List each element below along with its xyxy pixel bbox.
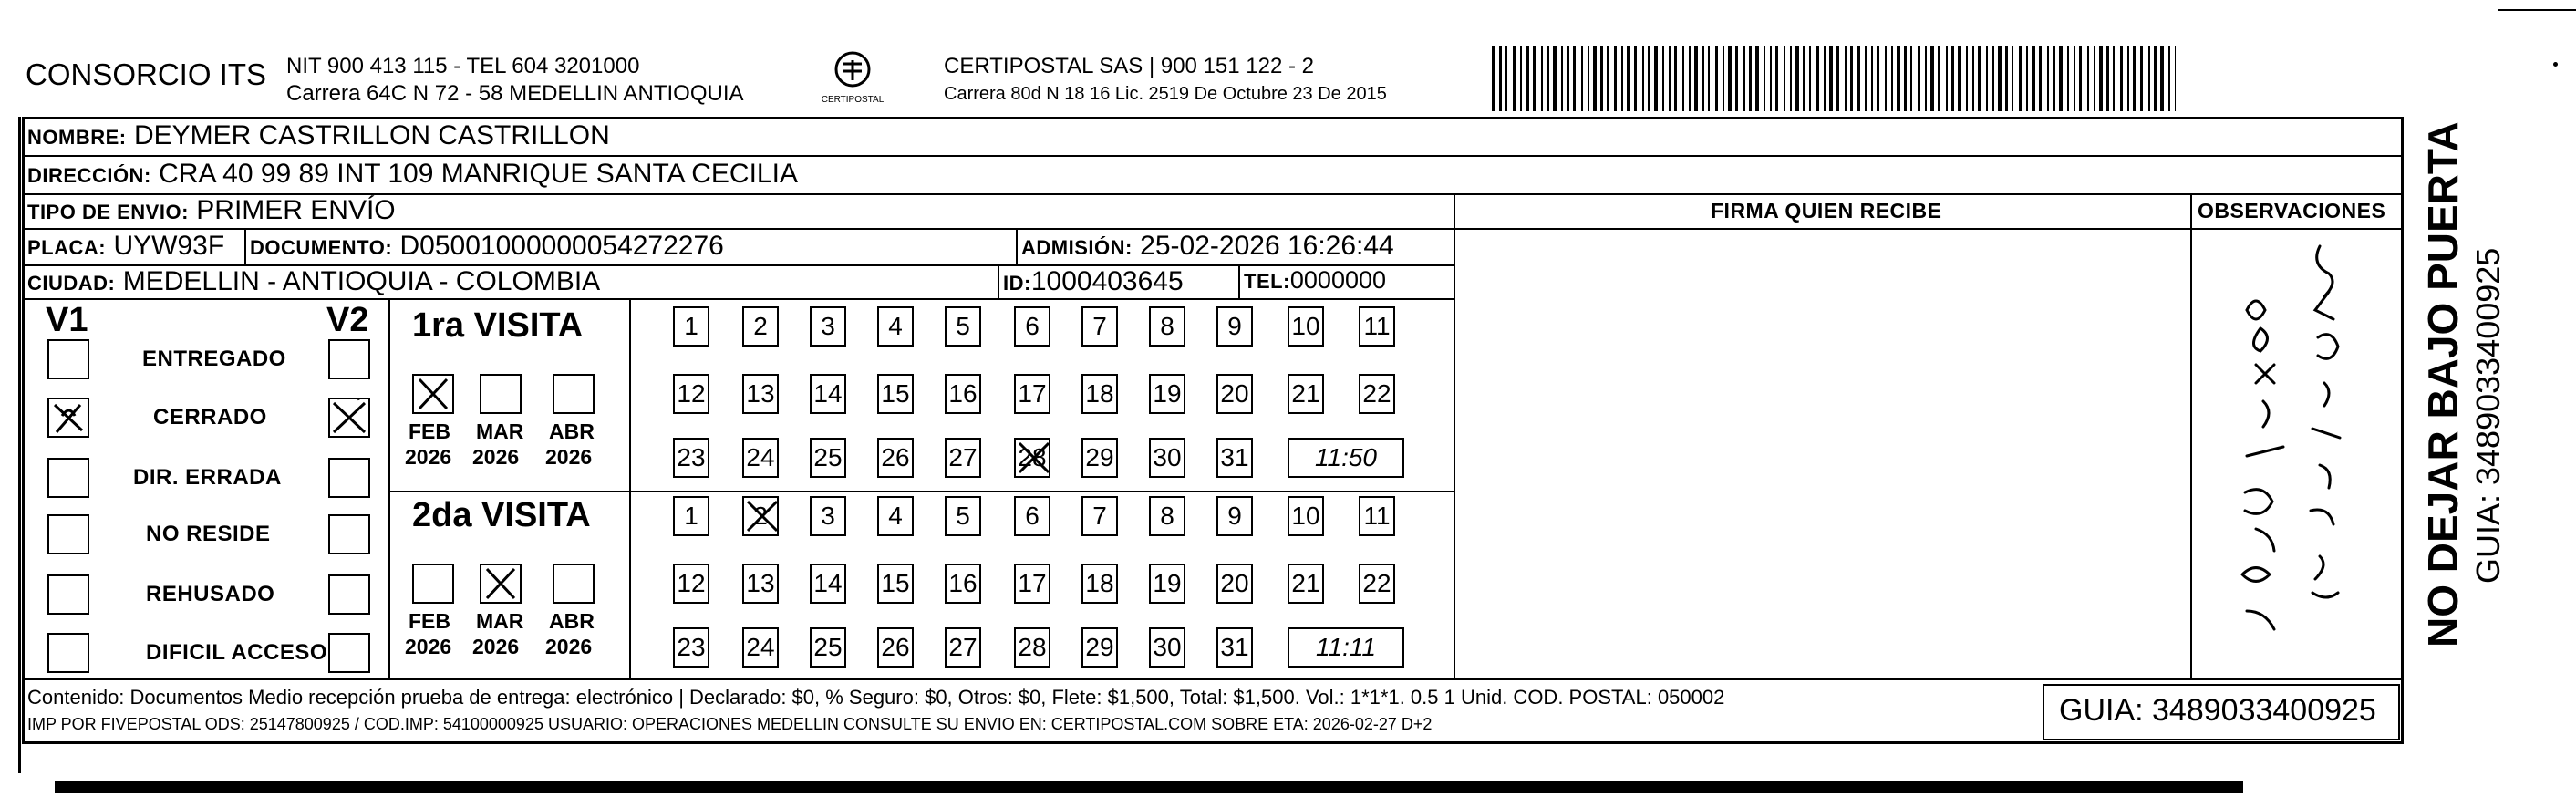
month-checkbox[interactable] [480,374,522,414]
nombre-row [27,120,610,151]
day-number: 20 [1220,569,1249,597]
placa-row [27,231,224,262]
day-checkbox[interactable] [877,564,914,604]
day-checkbox[interactable] [1288,564,1324,604]
day-checkbox[interactable] [1216,306,1253,347]
day-checkbox[interactable] [673,564,709,604]
day-number: 8 [1160,502,1174,530]
ciudad-row [27,266,600,297]
footer-imp: IMP POR FIVEPOSTAL ODS: 25147800925 / COD.IMP: 54100000925 USUARIO: OPERACIONES MEDELLIN CONSULTE SU ENVIO EN: CERTIPOSTAL.COM SOBRE ETA: 2026-02-27 D+2 [27,715,1433,733]
day-checkbox[interactable] [1149,496,1185,536]
day-number: 19 [1153,569,1182,597]
day-checkbox[interactable] [1216,564,1253,604]
nombre-value: DEYMER CASTRILLON CASTRILLON [133,120,610,150]
documento-row [250,231,724,262]
day-checkbox[interactable] [1081,496,1118,536]
placa-value: UYW93F [113,231,225,261]
day-number: 27 [948,443,978,471]
day-number: 27 [948,633,978,661]
day-number: 2 [753,502,768,530]
tel-row [1244,266,1386,295]
cell-divider [1016,230,1018,264]
col-line [2190,193,2192,678]
frame-left [18,117,21,773]
side-guia: GUIA: 3489033400925 [2469,247,2507,584]
tipo-value: PRIMER ENVÍO [196,195,396,225]
day-checkbox[interactable] [945,564,981,604]
day-number: 7 [1092,312,1107,340]
day-number: 29 [1085,443,1114,471]
carrier-address: Carrera 80d N 18 16 Lic. 2519 De Octubre 23 De 2015 [944,84,1387,104]
time-written: 11:11 [1316,633,1376,661]
day-number: 26 [881,633,910,661]
tel-value: 0000000 [1289,266,1387,294]
day-checkbox[interactable] [1014,374,1050,414]
admision-label: ADMISIÓN: [1021,236,1133,259]
day-checkbox[interactable] [1216,627,1253,668]
year-label: 2026 [405,635,452,658]
day-number: 21 [1291,379,1320,408]
year-label: 2026 [545,445,593,469]
status-label: DIFICIL ACCESO [146,640,328,665]
day-checkbox[interactable] [945,496,981,536]
day-checkbox[interactable] [1288,374,1324,414]
v1-checkbox[interactable] [47,514,89,554]
v2-checkbox[interactable] [328,633,370,673]
day-checkbox[interactable] [1149,627,1185,668]
day-checkbox[interactable] [877,627,914,668]
month-checkbox[interactable] [412,564,454,604]
x-mark-icon [481,565,520,602]
v1-checkbox[interactable] [47,398,89,438]
day-checkbox[interactable] [945,306,981,347]
ciudad-value: MEDELLIN - ANTIOQUIA - COLOMBIA [122,266,601,296]
day-checkbox[interactable] [673,496,709,536]
footer-content: Contenido: Documentos Medio recepción prueba de entrega: electrónico | Declarado: $0, % Seguro: $0, Otros: $0, Flete: $1,500, Total: $1,500. Vol.: 1*1*1. 0.5 1 Unid. COD. POSTAL: 050002 [27,686,1725,709]
day-number: 8 [1160,312,1174,340]
month-label: FEB [409,609,450,633]
id-label: ID: [1003,272,1031,295]
month-checkbox[interactable] [480,564,522,604]
status-label: REHUSADO [146,582,275,606]
v2-header: V2 [326,301,369,339]
day-checkbox[interactable] [1149,438,1185,478]
day-checkbox[interactable] [1359,496,1395,536]
day-checkbox[interactable] [1288,496,1324,536]
certipostal-logo [812,47,894,111]
day-checkbox[interactable] [1149,374,1185,414]
day-number: 31 [1220,443,1249,471]
day-number: 24 [746,633,775,661]
time-box[interactable] [1288,438,1404,478]
day-number: 25 [813,443,843,471]
day-number: 7 [1092,502,1107,530]
day-checkbox[interactable] [1149,564,1185,604]
frame-bottom-shadow [55,781,2243,793]
day-checkbox[interactable] [945,627,981,668]
row-line [22,298,1454,300]
day-checkbox[interactable] [673,374,709,414]
day-checkbox[interactable] [1359,306,1395,347]
day-checkbox[interactable] [742,374,779,414]
v1-checkbox[interactable] [47,574,89,615]
day-number: 23 [677,443,706,471]
month-checkbox[interactable] [553,374,595,414]
time-box[interactable] [1288,627,1404,668]
day-checkbox[interactable] [742,306,779,347]
day-number: 23 [677,633,706,661]
day-number: 25 [813,633,843,661]
carrier-info [944,53,1387,108]
side-warning: NO DEJAR BAJO PUERTA [2419,121,2467,647]
direccion-label: DIRECCIÓN: [27,164,151,187]
day-number: 22 [1362,569,1391,597]
day-checkbox[interactable] [877,438,914,478]
day-number: 20 [1220,379,1249,408]
year-label: 2026 [545,635,593,658]
v2-checkbox[interactable] [328,398,370,438]
day-number: 1 [684,502,698,530]
cell-divider [244,230,246,264]
corner-mark [2498,9,2576,11]
day-number: 4 [888,502,903,530]
day-number: 16 [948,569,978,597]
direccion-value: CRA 40 99 89 INT 109 MANRIQUE SANTA CECILIA [159,159,798,189]
status-label: ENTREGADO [142,347,286,371]
tipo-row [27,195,396,226]
day-number: 11 [1363,502,1391,530]
x-mark-icon [414,376,452,412]
day-checkbox[interactable] [810,306,846,347]
day-checkbox[interactable] [673,306,709,347]
v1-checkbox[interactable] [47,458,89,498]
day-number: 14 [813,569,843,597]
day-number: 3 [821,312,835,340]
logo-caption: CERTIPOSTAL [821,95,885,105]
company-info [286,53,744,108]
day-number: 21 [1291,569,1320,597]
day-number: 14 [813,379,843,408]
v1-checkbox[interactable] [47,339,89,379]
day-checkbox[interactable] [1014,306,1050,347]
day-number: 31 [1220,633,1249,661]
day-checkbox[interactable] [673,438,709,478]
day-checkbox[interactable] [1081,564,1118,604]
day-checkbox[interactable] [1014,564,1050,604]
company-name: CONSORCIO ITS [26,57,267,91]
day-number: 5 [956,502,970,530]
visit-title: 2da VISITA [412,496,591,534]
day-number: 30 [1153,633,1182,661]
status-label: CERRADO [153,405,267,430]
firma-header: FIRMA QUIEN RECIBE [1711,199,1942,223]
month-checkbox[interactable] [553,564,595,604]
year-label: 2026 [405,445,452,469]
x-mark-icon [1016,440,1052,476]
month-label: MAR [476,609,524,633]
day-number: 9 [1227,502,1242,530]
day-checkbox[interactable] [1014,627,1050,668]
day-number: 13 [746,569,775,597]
day-checkbox[interactable] [1081,306,1118,347]
day-number: 28 [1018,443,1047,471]
id-value: 1000403645 [1030,266,1184,296]
admision-value: 25-02-2026 16:26:44 [1140,231,1394,261]
v2-checkbox[interactable] [328,514,370,554]
day-checkbox[interactable] [877,306,914,347]
day-checkbox[interactable] [810,374,846,414]
month-label: ABR [549,419,595,443]
cell-divider [1238,266,1240,298]
day-number: 17 [1018,379,1047,408]
day-number: 30 [1153,443,1182,471]
day-number: 1 [684,312,698,340]
day-checkbox[interactable] [1216,374,1253,414]
day-checkbox[interactable] [1014,496,1050,536]
day-checkbox[interactable] [1149,306,1185,347]
day-checkbox[interactable] [1081,627,1118,668]
day-number: 5 [956,312,970,340]
documento-value: D05001000000054272276 [399,231,724,261]
day-number: 10 [1291,312,1320,340]
day-number: 22 [1362,379,1391,408]
carrier-name: CERTIPOSTAL SAS | 900 151 122 - 2 [944,54,1314,78]
status-label: NO RESIDE [146,522,271,546]
day-checkbox[interactable] [742,627,779,668]
day-number: 28 [1018,633,1047,661]
day-number: 6 [1025,502,1040,530]
day-number: 15 [881,379,910,408]
day-checkbox[interactable] [1081,374,1118,414]
day-checkbox[interactable] [1014,438,1050,478]
day-number: 24 [746,443,775,471]
month-label: ABR [549,609,595,633]
footer-guia: GUIA: 3489033400925 [2059,693,2376,728]
day-number: 26 [881,443,910,471]
year-label: 2026 [472,635,520,658]
block-divider [388,300,390,678]
day-number: 11 [1363,312,1391,340]
day-number: 19 [1153,379,1182,408]
v2-checkbox[interactable] [328,458,370,498]
v2-checkbox[interactable] [328,339,370,379]
day-checkbox[interactable] [742,564,779,604]
day-number: 2 [753,312,768,340]
month-label: MAR [476,419,524,443]
visit-title: 1ra VISITA [412,306,584,345]
day-checkbox[interactable] [1216,438,1253,478]
v1-header: V1 [46,301,88,339]
day-checkbox[interactable] [1216,496,1253,536]
day-number: 18 [1085,379,1114,408]
direccion-row [27,159,798,190]
day-number: 4 [888,312,903,340]
time-written: 11:50 [1315,443,1377,471]
day-number: 12 [677,379,706,408]
tipo-label: TIPO DE ENVIO: [27,201,189,223]
v1-checkbox[interactable] [47,633,89,673]
day-checkbox[interactable] [742,438,779,478]
observaciones-header: OBSERVACIONES [2198,199,2386,223]
day-checkbox[interactable] [810,627,846,668]
day-checkbox[interactable] [742,496,779,536]
status-label: DIR. ERRADA [133,465,282,490]
nombre-label: NOMBRE: [27,126,127,149]
month-checkbox[interactable] [412,374,454,414]
x-mark-icon [330,399,368,436]
row-line [22,228,2404,230]
day-checkbox[interactable] [877,374,914,414]
day-number: 15 [881,569,910,597]
day-number: 17 [1018,569,1047,597]
admision-row [1021,231,1394,262]
day-number: 16 [948,379,978,408]
day-checkbox[interactable] [810,564,846,604]
day-number: 12 [677,569,706,597]
company-address: Carrera 64C N 72 - 58 MEDELLIN ANTIOQUIA [286,81,744,106]
day-number: 6 [1025,312,1040,340]
day-checkbox[interactable] [945,374,981,414]
id-row [1003,266,1184,297]
tel-label: TEL: [1244,270,1290,293]
col-line [1454,193,1455,678]
year-label: 2026 [472,445,520,469]
block-divider [629,300,631,678]
day-checkbox[interactable] [1288,306,1324,347]
day-checkbox[interactable] [1081,438,1118,478]
day-number: 10 [1291,502,1320,530]
company-nit-tel: NIT 900 413 115 - TEL 604 3201000 [286,54,640,78]
day-number: 18 [1085,569,1114,597]
month-label: FEB [409,419,450,443]
day-number: 29 [1085,633,1114,661]
day-checkbox[interactable] [1359,564,1395,604]
day-number: 13 [746,379,775,408]
corner-dot [2553,62,2558,67]
day-checkbox[interactable] [945,438,981,478]
row-line [22,678,2404,680]
block-divider [388,491,1454,492]
day-checkbox[interactable] [810,438,846,478]
day-number: 3 [821,502,835,530]
row-line [22,155,2404,157]
v2-checkbox[interactable] [328,574,370,615]
placa-label: PLACA: [27,236,107,259]
day-number: 9 [1227,312,1242,340]
ciudad-label: CIUDAD: [27,272,116,295]
day-checkbox[interactable] [810,496,846,536]
documento-label: DOCUMENTO: [250,236,393,259]
day-checkbox[interactable] [673,627,709,668]
day-checkbox[interactable] [877,496,914,536]
barcode [1492,46,2176,111]
x-mark-icon [744,498,781,534]
day-checkbox[interactable] [1359,374,1395,414]
cell-divider [998,266,999,298]
check-mark-icon [49,399,88,436]
